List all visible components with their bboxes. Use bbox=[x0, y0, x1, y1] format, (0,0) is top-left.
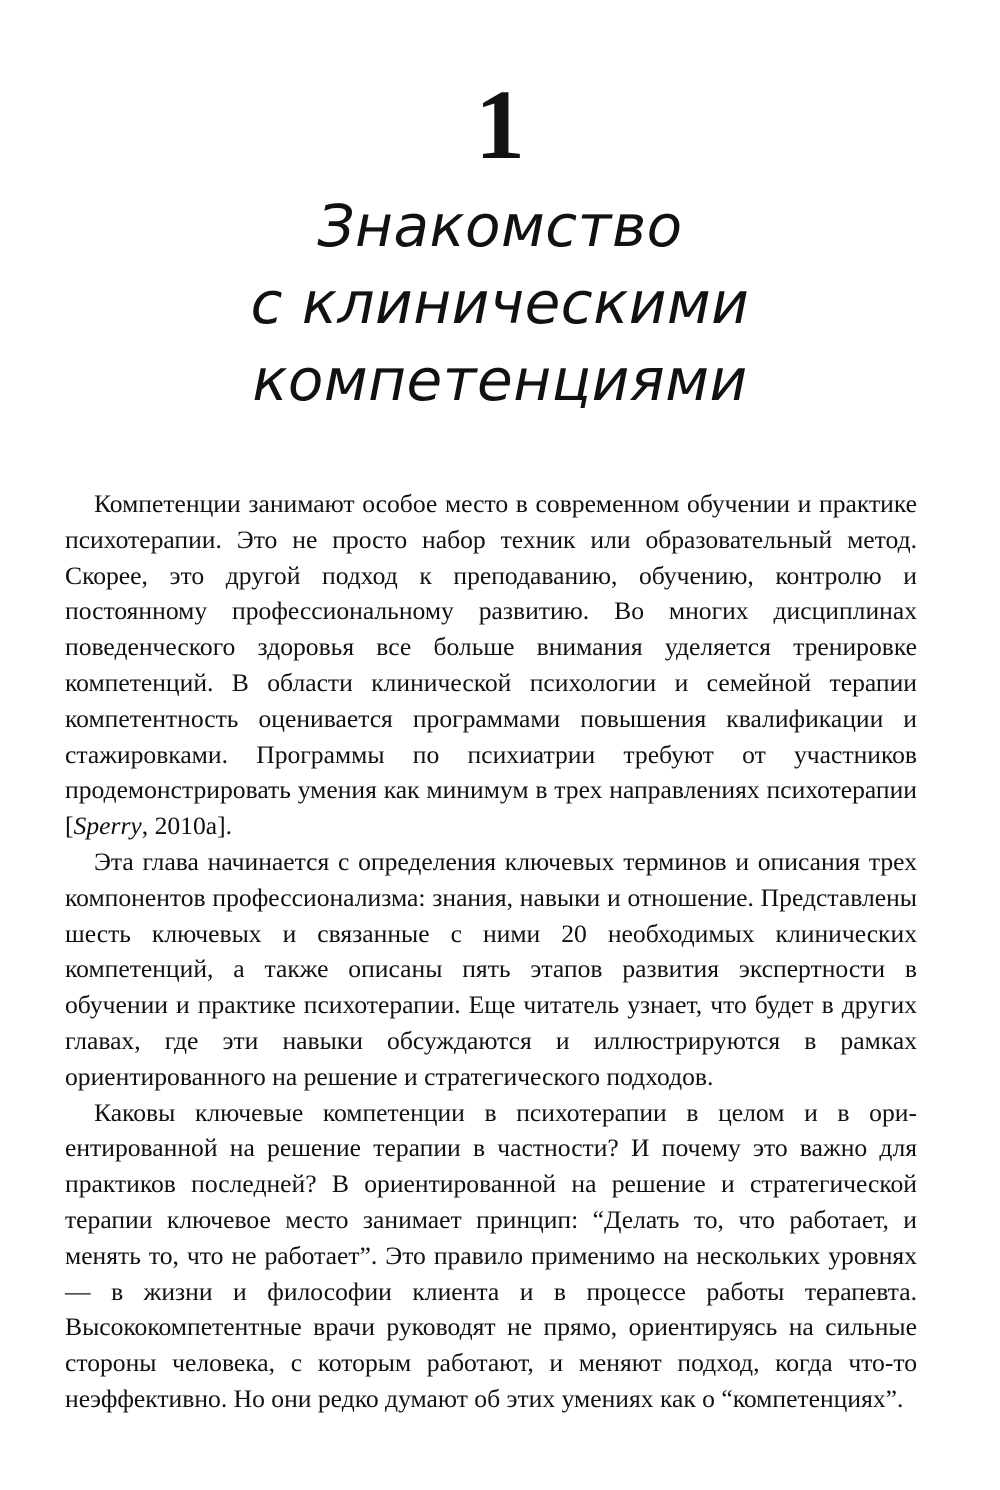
citation-author: Sperry bbox=[73, 811, 142, 841]
chapter-title-line: с клиническими bbox=[250, 269, 750, 337]
chapter-title-line: Знакомство bbox=[317, 192, 683, 260]
chapter-number: 1 bbox=[475, 69, 525, 180]
paragraph-text: , 2010а]. bbox=[141, 811, 233, 841]
paragraph: Эта глава начинается с определения ключевых терминов и описания трех компонентов профессионализма: знания, навыки и отношение. Представлены шесть ключевых и связанные с ними 20 необходимых клинических компетенций, а также описаны пять этапов развития экспертности в обучении и практике психотерапии. Еще читатель узнает, что будет в других главах, где эти навыки обсуждаются и иллюстрируются в рамках ориентированного на решение и стратегического подходов. bbox=[65, 846, 917, 1091]
chapter-body bbox=[65, 486, 917, 1417]
paragraph: Каковы ключевые компетенции в психотерапии в целом и в ориентированной на решение терапии в частности? И почему это важно для практиков последней? В ориентированной на решение и стратегической терапии ключевое место занимает принцип: “Делать то, что работает, и менять то, что не работает”. Это правило применимо на нескольких уровнях — в жизни и философии клиента и в процессе работы терапевта. Высококомпетентные врачи руководят не прямо, ориентируясь на сильные стороны человека, с которым работают, и меняют подход, когда что-то неэффективно. Но они редко думают об этих умениях как о “компетенциях”. bbox=[65, 1097, 917, 1413]
paragraph-text: Компетенции занимают особое место в современном обучении и практике психотерапии. Это не просто набор техник или образовательный метод. Скорее, это другой подход к преподаванию, обучению, контролю и постоянному профессиональному развитию. Во многих дисциплинах поведенческого здоровья все больше внимания уделяется тренировке компетенций. В области клинической психологии и семейной терапии компетентность оценивается программами повышения квалификации и стажировками. Программы по психиатрии требуют от участников продемонстрировать умения как минимум в трех направлениях психотерапии [ bbox=[65, 489, 917, 841]
paragraph bbox=[65, 486, 917, 844]
chapter-title-line: компетенциями bbox=[252, 346, 748, 414]
chapter-title bbox=[0, 188, 1000, 419]
